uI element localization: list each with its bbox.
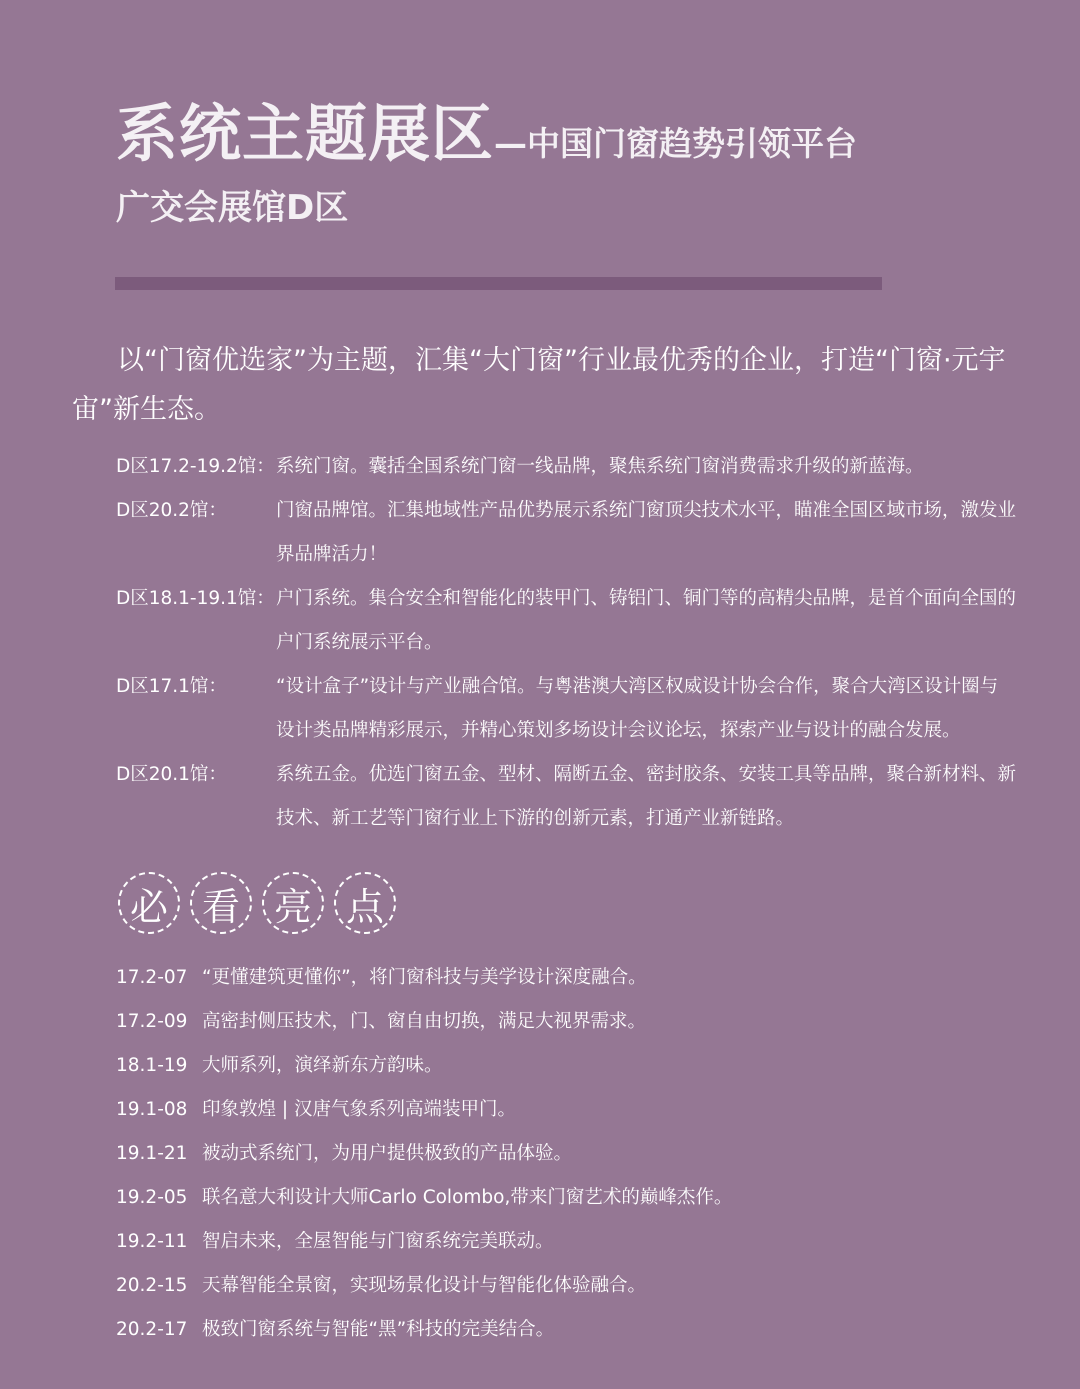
highlight-text: 极致门窗系统与智能“黑”科技的完美结合。 (202, 1319, 555, 1340)
hall-description: 系统门窗。囊括全国系统门窗一线品牌，聚焦系统门窗消费需求升级的新蓝海。 (276, 456, 924, 477)
highlight-text: 大师系列，演绎新东方韵味。 (202, 1055, 443, 1076)
highlights-list (116, 956, 1016, 1352)
hall-item (116, 577, 1016, 665)
hall-code: D区20.1馆： (116, 764, 227, 785)
divider-bar (115, 277, 882, 290)
booth-number: 19.2-05 (116, 1187, 188, 1208)
hall-item (116, 489, 1016, 577)
title-subtitle: —中国门窗趋势引领平台 (494, 124, 858, 163)
highlight-item (116, 1220, 1016, 1264)
hall-list (116, 445, 1016, 841)
booth-number: 19.2-11 (116, 1231, 188, 1252)
booth-number: 17.2-07 (116, 967, 188, 988)
heading-char-circle: 必 (118, 872, 180, 934)
intro-paragraph: 以“门窗优选家”为主题，汇集“大门窗”行业最优秀的企业，打造“门窗·元宇宙”新生态。 (72, 345, 1006, 425)
hall-code: D区17.2-19.2馆： (116, 456, 275, 477)
heading-char-circle: 点 (334, 872, 396, 934)
hall-description: 系统五金。优选门窗五金、型材、隔断五金、密封胶条、安装工具等品牌，聚合新材料、新技术、新工艺等门窗行业上下游的创新元素，打通产业新链路。 (276, 764, 1017, 829)
booth-number: 19.1-08 (116, 1099, 188, 1120)
booth-number: 18.1-19 (116, 1055, 188, 1076)
booth-number: 19.1-21 (116, 1143, 188, 1164)
heading-char-circle: 亮 (262, 872, 324, 934)
highlight-item (116, 1176, 1016, 1220)
highlight-text: “更懂建筑更懂你”，将门窗科技与美学设计深度融合。 (202, 967, 647, 988)
highlight-item (116, 1044, 1016, 1088)
highlight-text: 印象敦煌 | 汉唐气象系列高端装甲门。 (202, 1099, 516, 1120)
highlights-heading (118, 872, 396, 934)
highlight-text: 智启未来，全屋智能与门窗系统完美联动。 (202, 1231, 554, 1252)
highlight-text: 被动式系统门，为用户提供极致的产品体验。 (202, 1143, 573, 1164)
hall-item (116, 445, 1016, 489)
highlight-text: 天幕智能全景窗，实现场景化设计与智能化体验融合。 (202, 1275, 647, 1296)
highlight-text: 高密封侧压技术，门、窗自由切换，满足大视界需求。 (202, 1011, 647, 1032)
hall-code: D区20.2馆： (116, 500, 227, 521)
highlight-item (116, 1000, 1016, 1044)
page-title (116, 84, 857, 173)
title-main: 系统主题展区 (116, 97, 495, 170)
booth-number: 17.2-09 (116, 1011, 188, 1032)
highlight-item (116, 1132, 1016, 1176)
hall-description: “设计盒子”设计与产业融合馆。与粤港澳大湾区权威设计协会合作，聚合大湾区设计圈与设计类品牌精彩展示，并精心策划多场设计会议论坛，探索产业与设计的融合发展。 (276, 676, 999, 741)
venue-heading: 广交会展馆D区 (116, 188, 349, 228)
hall-item (116, 665, 1016, 753)
hall-code: D区17.1馆： (116, 676, 227, 697)
highlight-item (116, 1088, 1016, 1132)
highlight-item (116, 956, 1016, 1000)
highlight-item (116, 1308, 1016, 1352)
highlight-text: 联名意大利设计大师Carlo Colombo,带来门窗艺术的巅峰杰作。 (202, 1187, 733, 1208)
hall-code: D区18.1-19.1馆： (116, 588, 275, 609)
booth-number: 20.2-15 (116, 1275, 188, 1296)
hall-description: 户门系统。集合安全和智能化的装甲门、铸铝门、铜门等的高精尖品牌，是首个面向全国的户门系统展示平台。 (276, 588, 1017, 653)
heading-char-circle: 看 (190, 872, 252, 934)
highlight-item (116, 1264, 1016, 1308)
hall-description: 门窗品牌馆。汇集地域性产品优势展示系统门窗顶尖技术水平，瞄准全国区域市场，激发业界品牌活力！ (276, 500, 1017, 565)
booth-number: 20.2-17 (116, 1319, 188, 1340)
hall-item (116, 753, 1016, 841)
